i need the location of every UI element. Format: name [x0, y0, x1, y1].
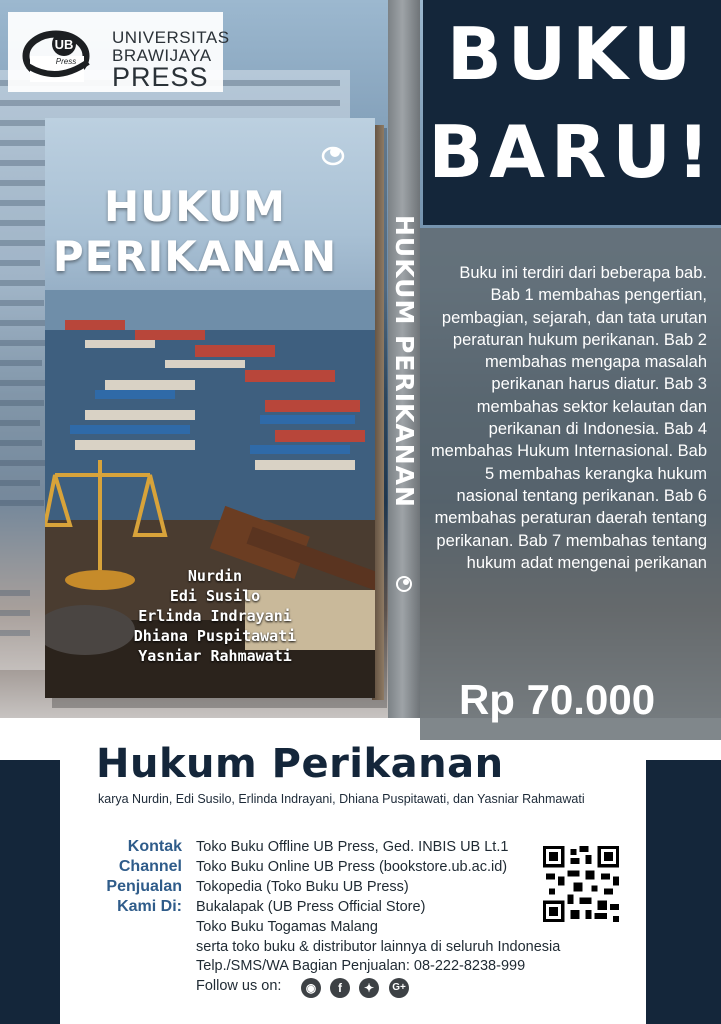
channel-item: serta toko buku & distributor lainnya di seluruh Indonesia: [196, 939, 561, 955]
instagram-icon[interactable]: ◉: [301, 978, 321, 998]
book-title-line2: PERIKANAN: [52, 232, 338, 281]
twitter-icon[interactable]: ✦: [359, 978, 379, 998]
facebook-icon[interactable]: f: [330, 978, 350, 998]
info-title: Hukum Perikanan: [96, 741, 504, 787]
publisher-name-line2: BRAWIJAYA: [112, 46, 212, 65]
book-author: Yasniar Rahmawati: [138, 647, 292, 665]
spine-logo-icon: [395, 575, 413, 593]
book-author: Erlinda Indrayani: [138, 607, 292, 625]
google-plus-icon[interactable]: G+: [389, 978, 409, 998]
book-author: Edi Susilo: [169, 587, 261, 605]
channel-item: Toko Buku Togamas Malang: [196, 919, 378, 935]
book-author: Dhiana Puspitawati: [133, 627, 297, 645]
channel-item: Toko Buku Offline UB Press, Ged. INBIS UB Lt.1: [196, 839, 509, 855]
contact-heading-line4: Kami Di:: [117, 898, 182, 915]
banner-line2: BARU!: [428, 110, 716, 194]
channel-item: Toko Buku Online UB Press (bookstore.ub.ac.id): [196, 859, 508, 875]
info-authors: karya Nurdin, Edi Susilo, Erlinda Indrayani, Dhiana Puspitawati, dan Yasniar Rahmawati: [98, 792, 585, 806]
channel-item: Tokopedia (Toko Buku UB Press): [196, 879, 409, 895]
contact-heading-line1: Kontak: [127, 838, 182, 855]
left-navy-bar: [0, 760, 60, 1024]
publisher-name-line1: UNIVERSITAS: [112, 28, 230, 47]
right-navy-bar: [646, 760, 721, 1024]
sales-phone: Telp./SMS/WA Bagian Penjualan: 08-222-8238-999: [196, 958, 526, 974]
spine-title: HUKUM PERIKANAN: [390, 215, 419, 508]
qr-code-icon[interactable]: [543, 846, 619, 922]
follow-us-label: Follow us on:: [196, 978, 282, 994]
book-description: Buku ini terdiri dari beberapa bab. Bab 1 membahas pengertian, pembagian, sejarah, dan tata urutan peraturan hukum perikanan. Bab 2 membahas mengapa masalah perikanan harus diatur. Bab 3 membahas sektor kelautan dan perikanan di Indonesia. Bab 4 membahas Hukum Internasional. Bab 5 membahas kerangka hukum nasional tentang perikanan. Bab 6 membahas peraturan daerah tentang perikanan. Bab 7 membahas tentang hukum adat mengenai perikanan: [430, 264, 707, 572]
book-cover-logo-icon: [320, 143, 346, 167]
channel-item: Bukalapak (UB Press Official Store): [196, 899, 426, 915]
logo-press-text: Press: [55, 57, 77, 66]
publisher-name-line3: PRESS: [112, 62, 209, 92]
book-price: Rp 70.000: [458, 676, 656, 723]
banner-line1: BUKU: [446, 12, 698, 96]
book-author: Nurdin: [187, 567, 243, 585]
logo-ub-text: UB: [54, 37, 74, 52]
book-title-line1: HUKUM: [104, 182, 286, 231]
contact-heading-line3: Penjualan: [106, 878, 182, 895]
ub-press-logo-icon: [22, 22, 92, 86]
contact-heading-line2: Channel: [118, 858, 182, 875]
